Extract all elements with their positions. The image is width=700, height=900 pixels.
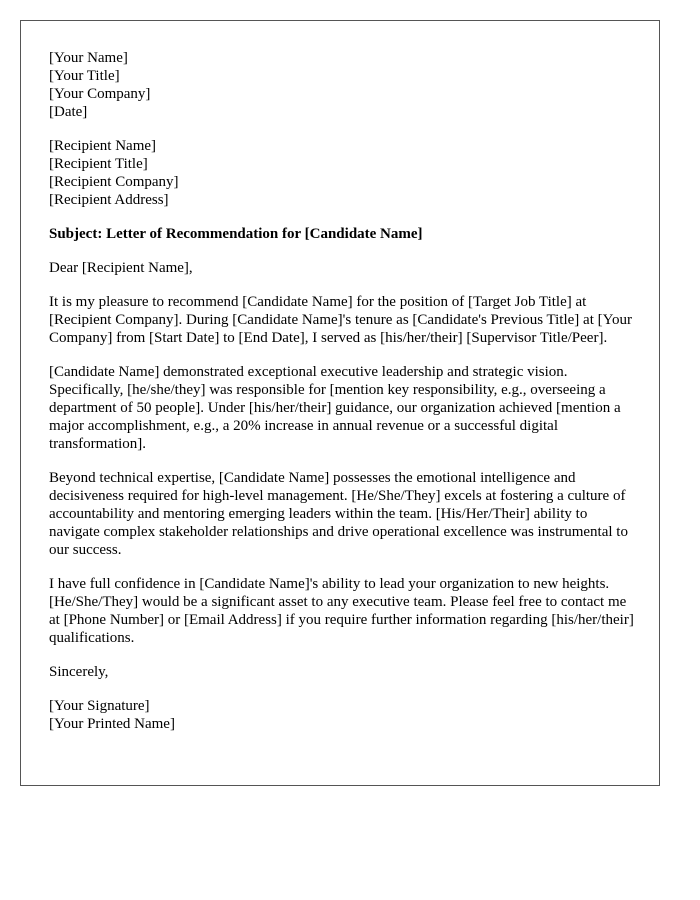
sender-title: [Your Title] xyxy=(49,68,120,84)
body-paragraph-closing: I have full confidence in [Candidate Name]'s ability to lead your organization to new heights. [He/She/They] would be a significant asset to any executive team. Please feel free to contact me at [Phone Number] or [Email Address] if you require further information regarding [his/her/their] qualifications. xyxy=(49,576,634,646)
sender-name: [Your Name] xyxy=(49,50,128,66)
body-paragraph-leadership: [Candidate Name] demonstrated exceptional executive leadership and strategic vision. Specifically, [he/she/they] was responsible for [mention key responsibility, e.g., overseeing a department of 50 people]. Under [his/her/their] guidance, our organization achieved [mention a major accomplishment, e.g., a 20% increase in annual revenue or a successful digital transformation]. xyxy=(49,364,621,452)
signature-line: [Your Signature] xyxy=(49,698,150,714)
body-paragraph-intro: It is my pleasure to recommend [Candidate Name] for the position of [Target Job Title] at [Recipient Company]. During [Candidate Name]'s tenure as [Candidate's Previous Title] at [Your Company] from [Start Date] to [End Date], I served as [his/her/their] [Supervisor Title/Peer]. xyxy=(49,294,632,346)
body-paragraph-qualities: Beyond technical expertise, [Candidate Name] possesses the emotional intelligence and decisiveness required for high-level management. [He/She/They] excels at fostering a culture of accountability and mentoring emerging leaders within the team. [His/Her/Their] ability to navigate complex stakeholder relationships and drive operational excellence was instrumental to our success. xyxy=(49,470,628,558)
recipient-company: [Recipient Company] xyxy=(49,174,179,190)
letter-document xyxy=(20,20,660,786)
recipient-address: [Recipient Address] xyxy=(49,192,169,208)
closing: Sincerely, xyxy=(49,664,109,680)
salutation: Dear [Recipient Name], xyxy=(49,260,193,276)
letter-date: [Date] xyxy=(49,104,88,120)
signature-block xyxy=(49,697,631,733)
recipient-block xyxy=(49,137,631,209)
sender-block xyxy=(49,49,631,121)
subject-line: Subject: Letter of Recommendation for [Candidate Name] xyxy=(49,226,423,242)
recipient-title: [Recipient Title] xyxy=(49,156,148,172)
recipient-name: [Recipient Name] xyxy=(49,138,157,154)
sender-company: [Your Company] xyxy=(49,86,151,102)
printed-name: [Your Printed Name] xyxy=(49,716,175,732)
